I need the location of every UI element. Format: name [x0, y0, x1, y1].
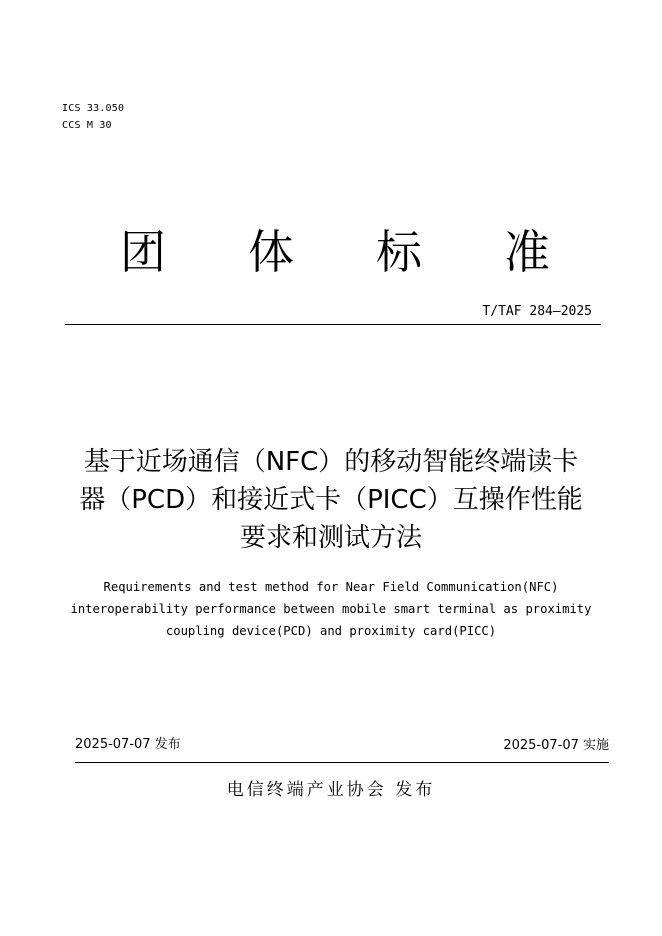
publisher: 电信终端产业协会 发布	[226, 780, 436, 800]
top-divider	[65, 324, 601, 325]
standard-type-char: 体	[248, 225, 294, 279]
chinese-title-line: 基于近场通信（NFC）的移动智能终端读卡	[83, 447, 579, 477]
standard-number: T/TAF 284—2025	[482, 304, 592, 319]
english-title-line: interoperability performance between mobile smart terminal as proximity	[70, 602, 592, 616]
standard-type-char: 准	[504, 225, 550, 279]
implementation-date: 2025-07-07 实施	[503, 738, 609, 753]
issue-date: 2025-07-07 发布	[75, 737, 181, 752]
english-title	[40, 576, 622, 642]
chinese-title-line: 器（PCD）和接近式卡（PICC）互操作性能	[79, 485, 583, 515]
english-title-line: coupling device(PCD) and proximity card(PICC)	[165, 624, 497, 638]
bottom-divider	[75, 762, 609, 763]
standard-type-char: 团	[120, 225, 166, 279]
standard-type-char: 标	[376, 225, 422, 279]
ccs-code: CCS M 30	[62, 120, 112, 131]
ics-code: ICS 33.050	[62, 103, 125, 114]
chinese-title	[40, 443, 622, 557]
chinese-title-line: 要求和测试方法	[239, 523, 422, 553]
classification-codes	[62, 100, 124, 134]
english-title-line: Requirements and test method for Near Field Communication(NFC)	[103, 580, 559, 594]
standard-type-heading	[120, 222, 550, 282]
